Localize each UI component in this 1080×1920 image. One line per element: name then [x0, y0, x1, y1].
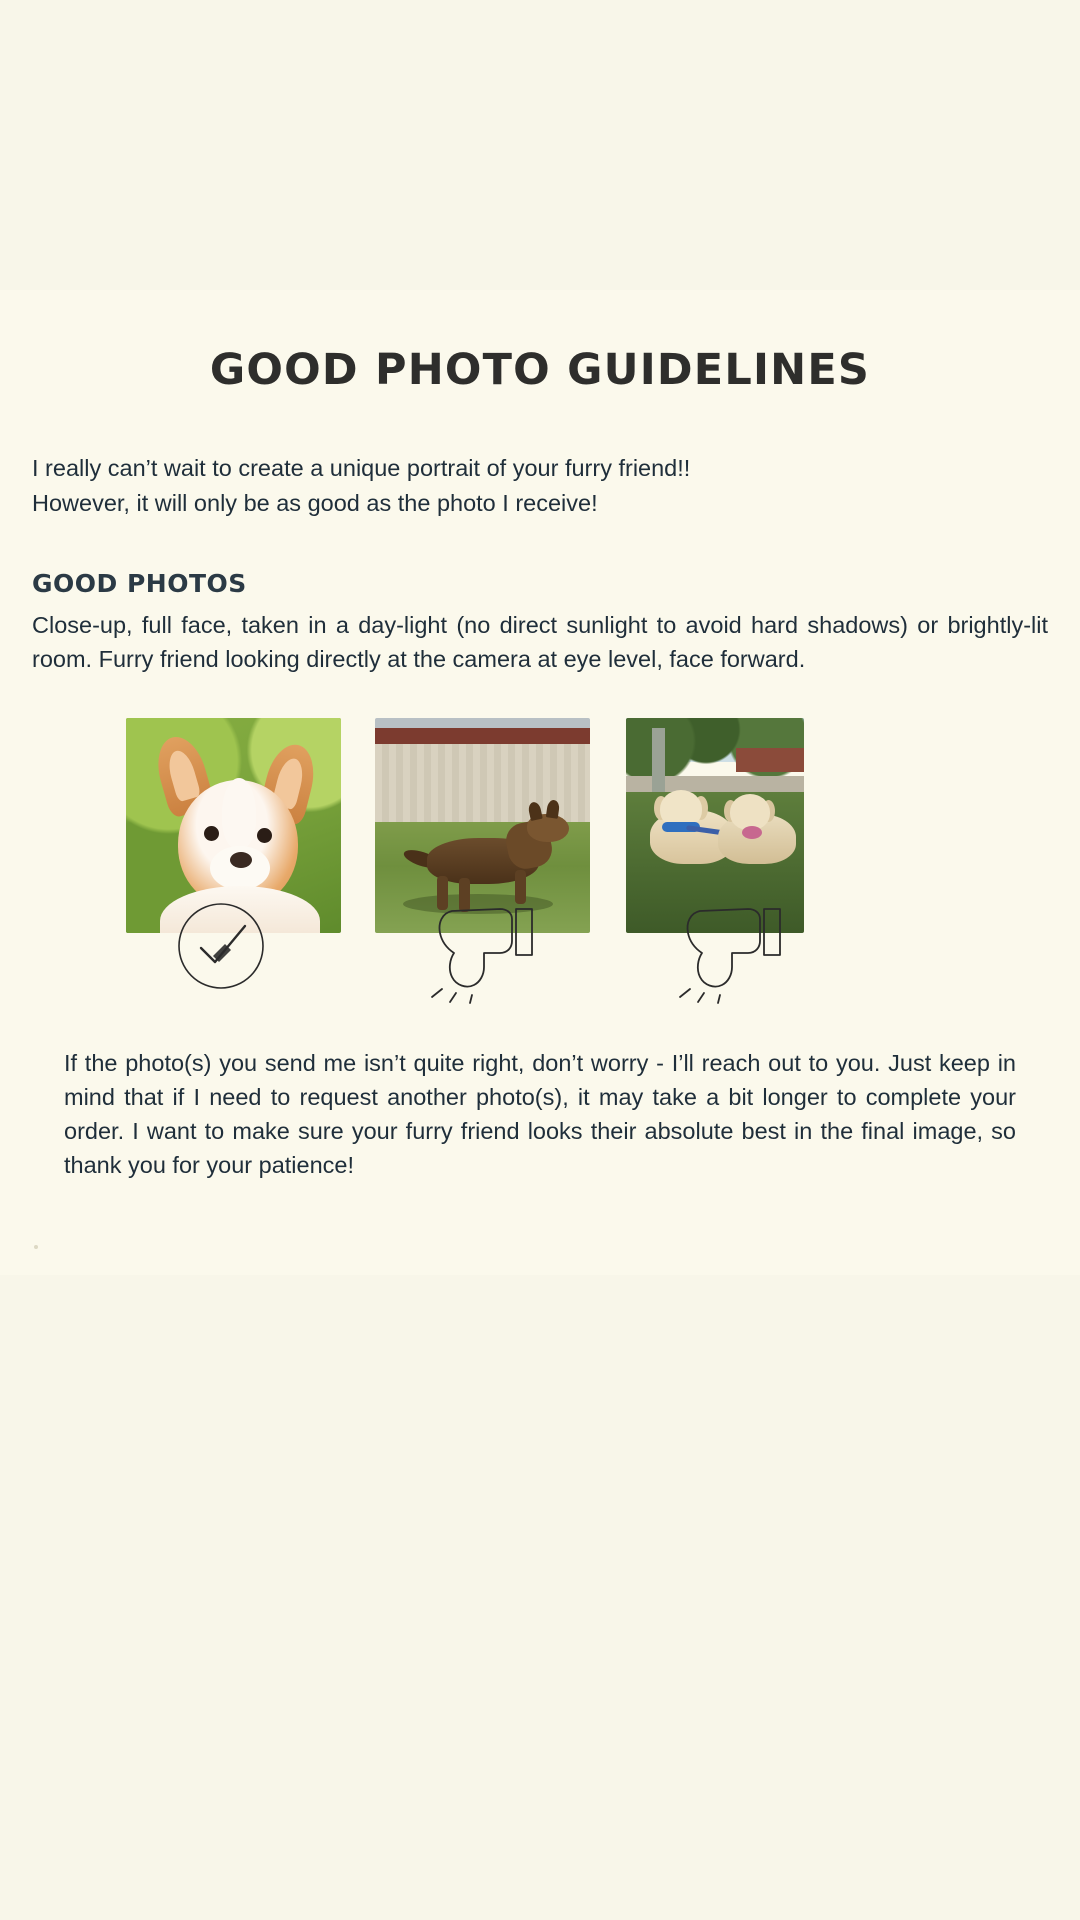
intro-paragraph: [28, 451, 1052, 521]
good-photos-body: Close-up, full face, taken in a day-light (no direct sunlight to avoid hard shadows) or brightly-lit room. Furry friend looking directly at the camera at eye level, face forward.: [32, 612, 1048, 672]
page-title: GOOD PHOTO GUIDELINES: [209, 345, 871, 395]
thumbs-down-icon: [428, 903, 538, 1003]
intro-line-2: However, it will only be as good as the photo I receive!: [32, 490, 598, 516]
check-circle-icon: [173, 898, 269, 994]
photo-two-labradors-on-grass: [626, 718, 804, 933]
good-photos-heading: GOOD PHOTOS: [32, 569, 247, 598]
photo-german-shepherd-full-body: [375, 718, 590, 933]
labradors-photo-art: [626, 718, 804, 933]
paper-speck: [34, 1245, 38, 1249]
content-wrapper: [0, 290, 1080, 1182]
intro-line-1: I really can’t wait to create a unique portrait of your furry friend!!: [32, 455, 691, 481]
thumbs-down-icon: [676, 903, 786, 1003]
shepherd-photo-art: [375, 718, 590, 933]
example-photos-row: [28, 718, 1052, 1008]
outro-paragraph: If the photo(s) you send me isn’t quite right, don’t worry - I’ll reach out to you. Just keep in mind that if I need to request another photo(s), it may take a bit longer to complete your order. I want to make sure your furry friend looks their absolute best in the final image, so thank you for your patience!: [64, 1050, 1016, 1178]
